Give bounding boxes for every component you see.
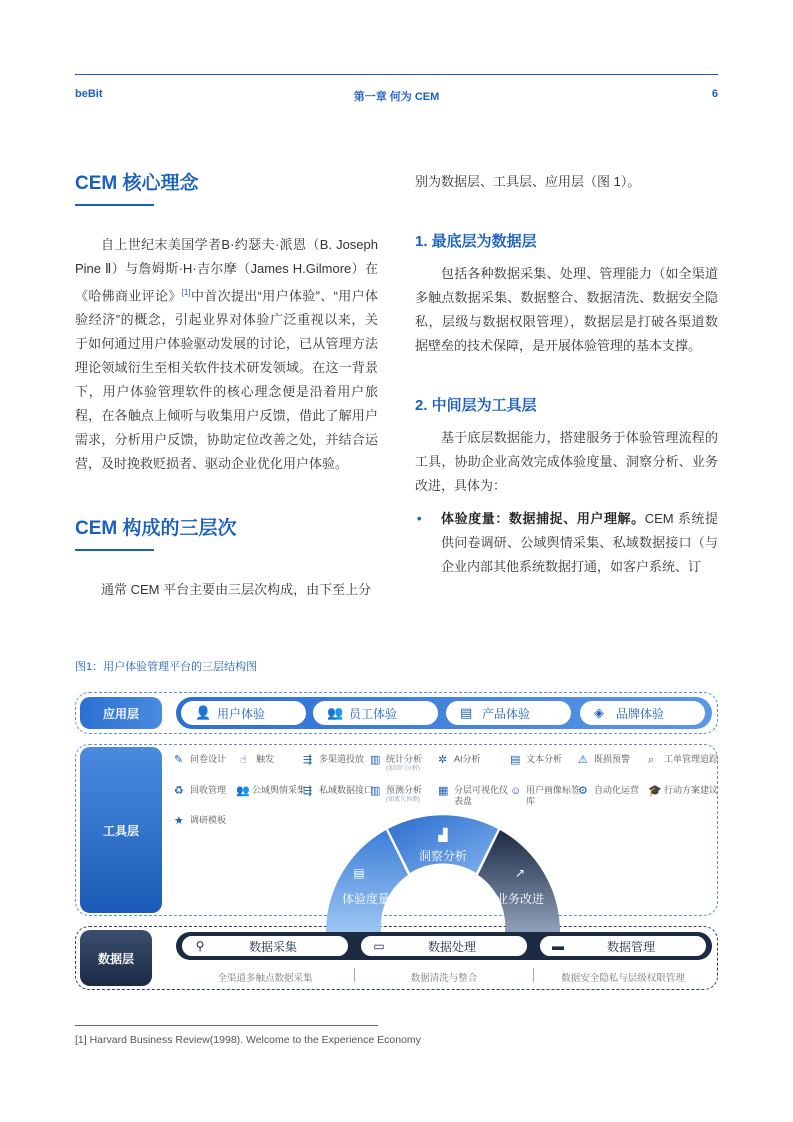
measure-icon: ▤ (353, 866, 365, 880)
right-column (415, 170, 718, 579)
app-layer-label: 应用层 (80, 697, 162, 729)
brand-name: beBit (75, 88, 103, 100)
data-layer-paragraph: 包括各种数据采集、处理、管理能力（如全渠道多触点数据采集、数据整合、数据清洗、数据安全隐私，层级与数据权限管理），数据层是打破各渠道数据壁垒的技术保障，是开展体验管理的基本支撑。 (415, 266, 718, 353)
app-user-experience: 👤 用户体验 (181, 701, 306, 725)
warning-icon: ⚠ (578, 754, 588, 766)
survey-design-icon: ✎ (174, 754, 184, 766)
bullet-dot-icon: • (417, 511, 422, 526)
page-number: 6 (711, 88, 718, 100)
section-underline (75, 204, 154, 206)
tool-item: ☺ 用户画像标签库 (510, 785, 581, 806)
subheading-tool-layer: 2. 中间层为工具层 (415, 397, 537, 414)
persona-icon: ☺ (510, 785, 522, 797)
employee-icon: 👥 (327, 705, 344, 720)
bullet-measure: • 体验度量：数据捕捉、用户理解。CEM 系统提供问卷调研、公域舆情采集、私域数据接口（与企业内部其他系统数据打通，如客户系统、订 (415, 507, 718, 579)
tool-item: ✲ AI分析 (438, 754, 481, 766)
data-note-collection: 全渠道多触点数据采集 (217, 973, 313, 984)
tool-item: ✎ 问卷设计 (174, 754, 227, 766)
monitor-icon: ▭ (373, 939, 385, 953)
header-rule (75, 74, 718, 75)
data-search-icon: ⚲ (195, 939, 205, 953)
template-star-icon: ★ (174, 815, 184, 827)
arc-label-improve: 业务改进 (495, 892, 545, 906)
tool-layer-paragraph: 基于底层数据能力，搭建服务于体验管理流程的工具，协助企业高效完成体验度量、洞察分析、业务改进，具体为： (415, 430, 718, 493)
chapter-title: 第一章 何为 CEM (353, 91, 440, 103)
robot-icon: ⚙ (578, 785, 588, 797)
tool-item: ⚠ 既损预警 (578, 754, 631, 766)
tool-item: ★ 调研模板 (174, 815, 227, 827)
statistics-icon: ▥ (370, 754, 381, 766)
arc-segment-improve (478, 830, 560, 932)
public-opinion-icon: 👥 (236, 785, 250, 797)
tool-item: ▥ 统计分析 (如回归分析) (370, 754, 423, 772)
footnote: [1] Harvard Business Review(1998). Welcome to the Experience Economy (75, 1034, 421, 1046)
user-icon: 👤 (195, 705, 212, 720)
arc-label-insight: 洞察分析 (418, 849, 468, 863)
product-box-icon: ▤ (460, 705, 473, 720)
app-product-experience: ▤ 产品体验 (446, 701, 571, 725)
improve-chart-icon: ↗ (514, 866, 526, 880)
data-note-processing: 数据清洗与整合 (410, 973, 478, 984)
ai-icon: ✲ (438, 754, 448, 766)
tool-item: ▦ 分层可视化仪表盘 (438, 785, 509, 806)
tool-item: ☝ 触发 (240, 754, 275, 766)
prediction-icon: ▥ (370, 785, 381, 797)
tool-item: 👥 公域舆情采集 (236, 785, 307, 797)
cem-cycle-arc (326, 815, 560, 932)
tool-item: ▤ 文本分析 (510, 754, 563, 766)
graduation-icon: 🎓 (648, 785, 662, 797)
section-underline (75, 549, 154, 551)
tool-item: ♻ 回收管理 (174, 785, 227, 797)
multichannel-icon: ⇶ (303, 754, 313, 766)
tool-layer-label: 工具层 (80, 747, 162, 913)
arc-label-measure: 体验度量 (341, 892, 391, 906)
tool-item: ⇶ 私域数据接口 (303, 785, 374, 797)
arc-segment-measure (326, 830, 408, 932)
layers-paragraph: 通常 CEM 平台主要由三层次构成，由下至上分 (101, 582, 372, 598)
footnote-rule (75, 1025, 378, 1026)
data-note-management: 数据安全隐私与层级权限管理 (561, 973, 685, 984)
tool-item: ▥ 预测分析 (如流失预测) (370, 785, 423, 803)
left-column (75, 170, 378, 602)
insight-icon: ▟ (438, 828, 448, 842)
core-paragraph: 自上世纪末美国学者B·约瑟夫·派恩（B. Joseph Pine Ⅱ）与詹姆斯·H·吉尔摩（James H.Gilmore）在《哈佛商业评论》[1]中首次提出“用户体验”、“用户体验经济”的概念，引起业界对体验广泛重视以来，关于如何通过用户体验驱动发展的讨论，已从管理方法理论领域衍生至相关软件技术研发领域。在这一背景下，用户体验管理软件的核心理念便是沿着用户旅程，在各触点上倾听与收集用户反馈，借此了解用户需求，分析用户反馈，协助定位改善之处，并结合运营，及时挽救贬损者、驱动企业优化用户体验。 (75, 237, 378, 472)
app-employee-experience: 👥 员工体验 (313, 701, 438, 725)
recycle-icon: ♻ (174, 785, 184, 797)
brand-tag-icon: ◈ (594, 705, 604, 720)
tool-item: ⚙ 自动化运营 (578, 785, 640, 797)
ticket-icon: ⌕ (648, 754, 655, 766)
continued-paragraph: 别为数据层、工具层、应用层（图 1）。 (415, 174, 641, 189)
data-processing: ▭ 数据处理 (359, 934, 529, 958)
tool-item: ⌕ 工单管理追踪 (648, 754, 719, 766)
trigger-icon: ☝ (240, 754, 247, 766)
figure-caption: 图1：用户体验管理平台的三层结构图 (75, 661, 258, 673)
tool-item: 🎓 行动方案建议 (648, 785, 719, 797)
text-analysis-icon: ▤ (510, 754, 521, 766)
app-brand-experience: ◈ 品牌体验 (580, 701, 705, 725)
subheading-data-layer: 1. 最底层为数据层 (415, 233, 537, 250)
data-management: ▬ 数据管理 (538, 934, 708, 958)
data-collection: ⚲ 数据采集 (180, 934, 350, 958)
data-layer-label: 数据层 (80, 930, 152, 986)
section-title-core: CEM 核心理念 (75, 173, 199, 194)
private-data-icon: ⇶ (303, 785, 313, 797)
arc-segment-insight (388, 815, 498, 873)
section-title-layers: CEM 构成的三层次 (75, 518, 237, 540)
folder-icon: ▬ (552, 939, 564, 953)
footnote-ref[interactable]: [1] (181, 288, 191, 297)
tool-item: ⇶ 多渠道投放 (303, 754, 365, 766)
dashboard-icon: ▦ (438, 785, 449, 797)
